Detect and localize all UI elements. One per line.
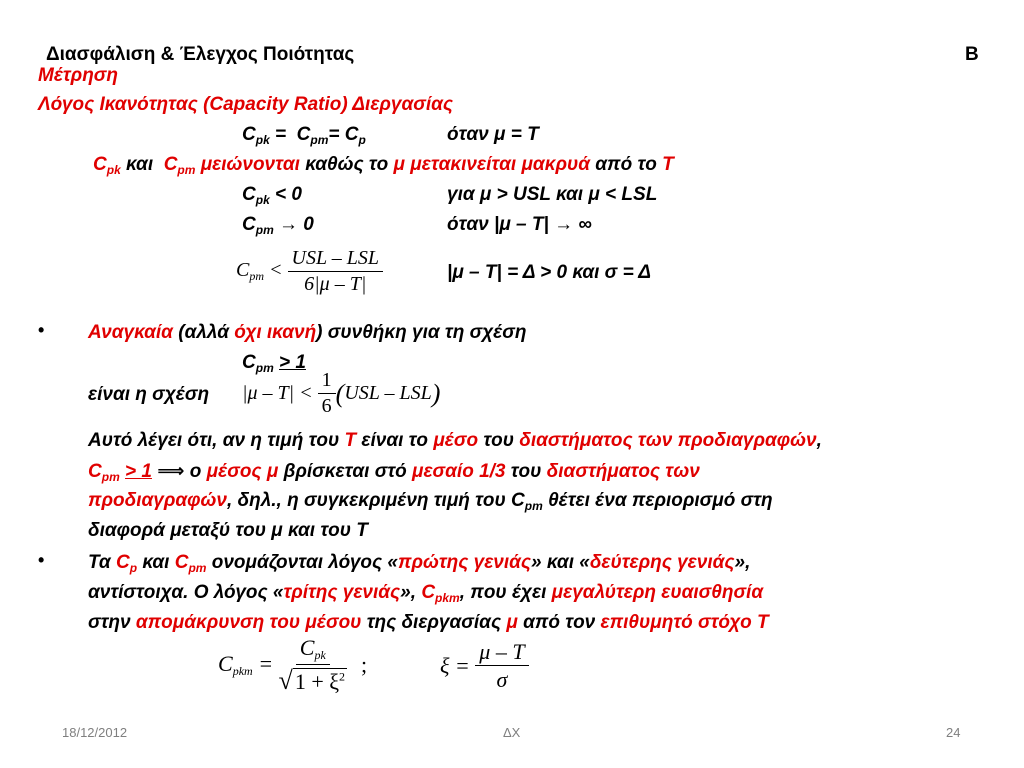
heading-capacity-ratio: Λόγος Ικανότητας (Capacity Ratio) Διεργασίας bbox=[38, 94, 454, 115]
paragraph-line-3: προδιαγραφών, δηλ., η συγκεκριμένη τιμή του $C_{pm}$ θέτει ένα περιορισμό στη bbox=[88, 490, 773, 513]
eq-cpm-to-zero: $C_{pm} \to 0$ bbox=[242, 214, 314, 237]
generation-line-3: στην απομάκρυνση του μέσου της διεργασίας μ από τον επιθυμητό στόχο Τ bbox=[88, 612, 769, 633]
eq-cpk-less-zero: $C_{pk} < 0$ bbox=[242, 184, 302, 207]
is-relation-label: είναι η σχέση bbox=[88, 384, 210, 405]
eq-cpk-cpm-cp: $C_{pk} = C_{pm}= C_p$ bbox=[242, 124, 366, 147]
formula-cpm-inequality: $C_{pm}$ < $\frac{\text{USL – LSL}}{6|\mu - T|}$ bbox=[236, 248, 383, 295]
generation-line-1: Τα $C_p$ και $C_{pm}$ ονομάζονται λόγος «πρώτης γενιάς» και «δεύτερης γενιάς», bbox=[88, 552, 751, 575]
formula-xi: ξ = $\frac{\mu - T}{\sigma}$ bbox=[440, 640, 529, 691]
necessary-condition-line: Αναγκαία (αλλά όχι ικανή) συνθήκη για τη σχέση bbox=[88, 322, 527, 343]
footer-date: 18/12/2012 bbox=[62, 725, 128, 740]
paragraph-line-1: Αυτό λέγει ότι, αν η τιμή του Τ είναι το μέσο του διαστήματος των προδιαγραφών, bbox=[88, 430, 822, 451]
bullet-marker-1: • bbox=[38, 320, 45, 340]
formula-cpkm: $C_{pkm}$ = $\frac{C_{pk}}{√1 + \xi^2}$ ; bbox=[218, 635, 368, 695]
eq-condition-usl-lsl: για μ > USL και μ < LSL bbox=[447, 184, 658, 205]
page-title: Διασφάλιση & Έλεγχος Ποιότητας bbox=[46, 44, 355, 65]
bullet-marker-2: • bbox=[38, 550, 45, 570]
heading-measurement: Μέτρηση bbox=[38, 65, 119, 86]
generation-line-2: αντίστοιχα. Ο λόγος «τρίτης γενιάς», $C_{pkm}$, που έχει μεγαλύτερη ευαισθησία bbox=[88, 582, 764, 605]
formula-relation: |μ – Τ| < $\frac{1}{6}$ ( USL – LSL ) bbox=[242, 369, 441, 417]
eq-condition-mu-T: όταν μ = Τ bbox=[447, 124, 539, 145]
eq-condition-delta: |μ – Τ| = Δ > 0 και σ = Δ bbox=[447, 262, 651, 283]
footer-page-number: 24 bbox=[946, 725, 961, 740]
cpk-cpm-decrease-line: $C_{pk}$ και $C_{pm}$ μειώνονται καθώς το μ μετακινείται μακρυά από το Τ bbox=[93, 154, 674, 177]
eq-cpm-geq-1: $C_{pm} > 1$ bbox=[242, 352, 306, 375]
eq-condition-infinity: όταν |μ – Τ| → ∞ bbox=[447, 214, 592, 235]
paragraph-line-2: $C_{pm} > 1$ ⟹ ο μέσος μ βρίσκεται στό μεσαίο 1/3 του διαστήματος των bbox=[88, 461, 700, 484]
header-letter: Β bbox=[965, 44, 979, 65]
paragraph-line-4: διαφορά μεταξύ του μ και του Τ bbox=[88, 520, 368, 541]
footer-center: ΔΧ bbox=[503, 725, 521, 740]
